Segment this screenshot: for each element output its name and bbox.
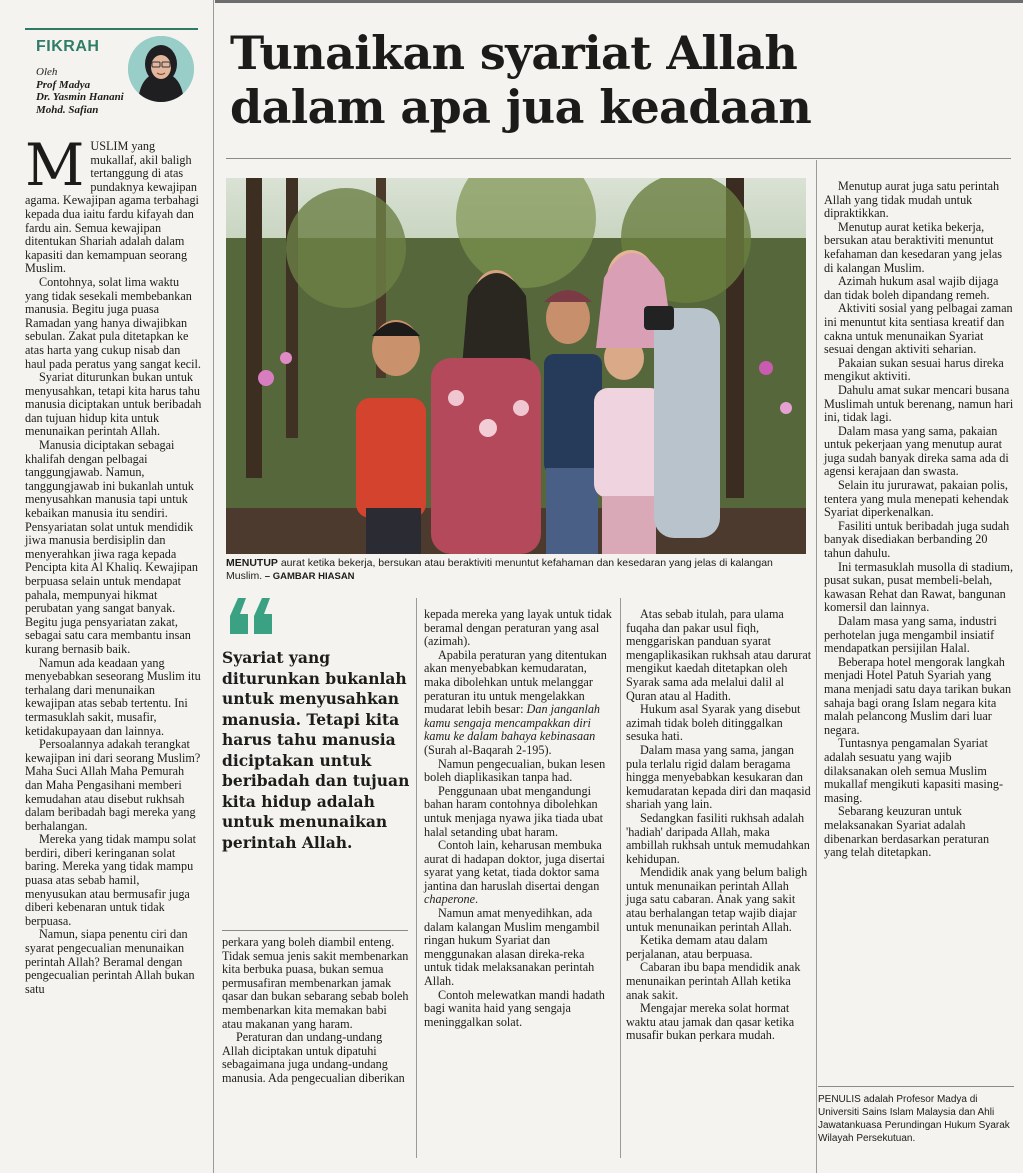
article-column-5 <box>824 180 1014 860</box>
article-column-3 <box>424 608 614 1029</box>
pull-quote-rule <box>222 930 408 931</box>
author-title: Prof Madya <box>36 78 91 91</box>
paragraph: Dahulu amat sukar mencari busana Muslimah untuk berenang, namun hari ini, tidak lagi. <box>824 382 1014 425</box>
headline-line-1: Tunaikan syariat Allah <box>230 26 798 80</box>
paragraph: Manusia diciptakan sebagai khalifah dengan pelbagai tanggungjawab. Namun, tanggungjawab ini bukanlah untuk menyusahkan manusia tapi untuk kebaikan manusia itu sendiri. Pensyariatan solat untuk mendidik jiwa manusia berdisiplin dan menyerahkan jiwa raga kepada Pencipta kita Al Khaliq. Kewajipan berpuasa selain untuk mendapat pahala, mempunyai hikmat perubatan yang sangat banyak. Begitu juga pensyariatan zakat, sebagai satu cara membantu insan kurang bernasib baik. <box>25 438 198 656</box>
paragraph: Dalam masa yang sama, industri perhotelan juga mengambil insiatif mendapatkan persijilan Halal. <box>824 614 997 656</box>
headline-rule <box>226 158 1011 159</box>
paragraph: Pakaian sukan sesuai harus direka mengikut aktiviti. <box>824 355 1004 384</box>
paragraph: Syariat diturunkan bukan untuk menyusahkan, tetapi kita harus tahu manusia diciptakan untuk beribadah dan tujuan hidup kita untuk menunaikan perintah Allah. <box>25 370 202 439</box>
drop-cap: M <box>25 131 85 199</box>
paragraph: Menutup aurat juga satu perintah Allah yang tidak mudah untuk dipraktikkan. <box>824 179 1000 221</box>
paragraph: Mengajar mereka solat hormat waktu atau jamak dan qasar ketika musafir bukan perkara mudah. <box>626 1001 795 1043</box>
paragraph: Namun pengecualian, bukan lesen boleh diaplikasikan tanpa had. <box>424 756 606 785</box>
paragraph: Ketika demam atau dalam perjalanan, atau berpuasa. <box>626 933 768 961</box>
paragraph: Namun ada keadaan yang menyebabkan seseorang Muslim itu terhalang dari menunaikan kewajipan atas sebab tertentu. Ini termasuklah sakit, musafir, ketidakupayaan dan lainnya. <box>25 655 201 738</box>
author-byline <box>36 66 124 116</box>
paragraph: Tuntasnya pengamalan Syariat adalah sesuatu yang wajib dilaksanakan oleh semua Muslim mukallaf mengikuti kapasiti masing-masing. <box>824 736 1004 805</box>
photo-credit: – GAMBAR HIASAN <box>262 571 355 582</box>
top-rule <box>215 0 1023 3</box>
paragraph: Menutup aurat ketika bekerja, bersukan atau beraktiviti menuntut kefahaman dan kesedaran yang jelas di kalangan Muslim. <box>824 219 1002 275</box>
headline <box>230 26 1010 134</box>
pull-quote: Syariat yang diturunkan bukanlah untuk menyusahkan manusia. Tetapi kita harus tahu manusia diciptakan untuk beribadah dan tujuan kita hidup adalah untuk menunaikan perintah Allah. <box>222 648 410 852</box>
paragraph: Mendidik anak yang belum baligh untuk menunaikan perintah Allah juga satu cabaran. Anak yang sakit atau berhalangan tetap wajib diajar untuk menunaikan perintah Allah. <box>626 865 808 934</box>
column-divider <box>416 598 417 1158</box>
paragraph: Atas sebab itulah, para ulama fuqaha dan pakar usul fiqh, menggariskan panduan syarat mengaplikasikan rukhsah atau darurat mengikut kaedah ditetapkan oleh Syarak sama ada melalui dalil al Quran atau al Hadith. <box>626 607 812 703</box>
author-avatar <box>128 36 194 102</box>
paragraph: Contohnya, solat lima waktu yang tidak sesekali membebankan manusia. Begitu juga puasa Ramadan yang hanya diwajibkan sebulan. Zakat pula ditetapkan ke atas harta yang cukup nisab dan haul pada peratus yang sangat kecil. <box>25 274 201 371</box>
paragraph: Persoalannya adakah terangkat kewajipan ini dari seorang Muslim? Maha Suci Allah Maha Pemurah dan Maha Pengasihani memberi kemudahan atau disebut rukhsah dalam beribadah bagi mereka yang berhalangan. <box>25 737 201 833</box>
caption-lead: MENUTUP <box>226 557 278 569</box>
paragraph: Peraturan dan undang-undang Allah diciptakan untuk dipatuhi sebagaimana juga undang-undang manusia. Ada pengecualian diberikan <box>222 1030 405 1085</box>
article-column-1 <box>25 131 203 996</box>
paragraph: Mereka yang tidak mampu solat berdiri, diberi keringanan solat baring. Mereka yang tidak mampu puasa atas sebab hamil, menyusukan atau bermusafir juga diberi kebenaran untuk tidak berpuasa. <box>25 832 197 928</box>
quote-mark-icon <box>228 598 274 638</box>
paragraph: MUSLIM yang mukallaf, akil baligh tertanggung di atas pundaknya kewajipan agama. Kewajipan agama terbahagi kepada dua iaitu fardu kifayah dan fardu ain. Semua kewajipan ditentukan Shariah adalah dalam kapasiti dan kemampuan seorang Muslim. <box>25 131 199 276</box>
article-column-2 <box>222 936 410 1086</box>
paragraph: Contoh lain, keharusan membuka aurat di hadapan doktor, juga disertai syarat yang ketat, tiada doktor sama jantina dan haruslah disertai dengan chaperone. <box>424 838 605 907</box>
paragraph: Hukum asal Syarak yang disebut azimah tidak boleh ditinggalkan sesuka hati. <box>626 702 801 744</box>
photo-caption <box>226 557 811 583</box>
paragraph: Dalam masa yang sama, pakaian untuk pekerjaan yang menutup aurat juga sudah banyak direka sama ada di agensi kerajaan dan swasta. <box>824 423 1009 479</box>
paragraph: Azimah hukum asal wajib dijaga dan tidak boleh dipandang remeh. <box>824 274 999 302</box>
paragraph: Aktiviti sosial yang pelbagai zaman ini menuntut kita sentiasa kreatif dan cakna untuk menunaikan Syariat sesuai dengan aktiviti seharian. <box>824 301 1013 357</box>
paragraph: Penggunaan ubat mengandungi bahan haram contohnya dibolehkan untuk menjaga nyawa jika tiada ubat halal setanding ubat haram. <box>424 783 604 839</box>
author-name: Dr. Yasmin Hanani <box>36 91 124 103</box>
paragraph: Cabaran ibu bapa mendidik anak menunaikan perintah Allah ketika anak sakit. <box>626 960 801 1002</box>
paragraph: Dalam masa yang sama, jangan pula terlalu rigid dalam beragama hingga menyebabkan kesukaran dan kemudaratan kepada diri dan maqasid shariah yang lain. <box>626 742 811 812</box>
article-photo <box>226 178 806 554</box>
paragraph: Selain itu jururawat, pakaian polis, tentera yang mula menepati kehendak Syariat diperkenalkan. <box>824 478 1009 520</box>
paragraph: Namun, siapa penentu ciri dan syarat pengecualian menunaikan perintah Allah? Beramal dengan pengecualian perintah Allah bukan satu <box>25 927 195 996</box>
headline-line-2: dalam apa jua keadaan <box>230 80 812 134</box>
quran-quote: Dan janganlah kamu sengaja mencampakkan diri kamu ke dalam bahaya kebinasaan <box>424 702 601 744</box>
paragraph: kepada mereka yang layak untuk tidak beramal dengan peraturan yang asal (azimah). <box>424 607 612 649</box>
paragraph: Namun amat menyedihkan, ada dalam kalangan Muslim mengambil ringan hukum Syariat dan menggunakan alasan direka-reka untuk tidak melaksanakan perintah Allah. <box>424 906 600 989</box>
paragraph: Sebarang keuzuran untuk melaksanakan Syariat adalah dibenarkan berdasarkan peraturan yang telah ditetapkan. <box>824 804 990 860</box>
paragraph: Beberapa hotel mengorak langkah menjadi Hotel Patuh Syariah yang mana menjadi satu daya tarikan bukan sahaja bagi orang Islam negara kita malah pelancong Muslim dari luar negara. <box>824 654 1012 737</box>
paragraph: perkara yang boleh diambil enteng. Tidak semua jenis sakit membenarkan kita berbuka puasa, bukan semua permusafiran membenarkan jamak qasar dan bukan sebarang sebab boleh membenarkan kita memakan babi atau makanan yang haram. <box>222 935 409 1031</box>
author-footnote: PENULIS adalah Profesor Madya di Universiti Sains Islam Malaysia dan Ahli Jawatankuasa Perundingan Hukum Syarak Wilayah Persekutuan. <box>818 1094 1010 1144</box>
paragraph: Sedangkan fasiliti rukhsah adalah 'hadiah' daripada Allah, maka ambillah rukhsah untuk memudahkan kehidupan. <box>626 810 810 866</box>
article-column-4 <box>626 608 812 1043</box>
column-divider <box>816 160 817 1173</box>
paragraph: Apabila peraturan yang ditentukan akan menyebabkan kemudaratan, maka dibolehkan untuk melanggar peraturan itu untuk mengelakkan mudarat lebih besar: Dan janganlah kamu sengaja mencampakkan diri kamu ke dalam bahaya kebinasaan (Surah al-Baqarah 2-195). <box>424 647 607 757</box>
paragraph: Fasiliti untuk beribadah juga sudah banyak disediakan berbanding 20 tahun dahulu. <box>824 518 1010 561</box>
author-surname: Mohd. Safian <box>36 103 99 116</box>
paragraph: Contoh melewatkan mandi hadath bagi wanita haid yang sengaja meninggalkan solat. <box>424 987 605 1029</box>
footnote-rule <box>818 1086 1014 1087</box>
column-label: FIKRAH <box>36 38 100 55</box>
column-divider <box>213 0 214 1173</box>
lead-caps: USLIM <box>90 139 129 153</box>
caption-text: aurat ketika bekerja, bersukan atau beraktiviti menuntut kefahaman dan kesedaran yang jelas di kalangan Muslim. <box>226 557 773 582</box>
column-divider <box>620 598 621 1158</box>
paragraph: Ini termasuklah musolla di stadium, pusat sukan, pusat membeli-belah, kawasan Rehat dan Rawat, bangunan komersil dan lainnya. <box>824 559 1013 615</box>
byline-prefix: Oleh <box>36 66 58 78</box>
